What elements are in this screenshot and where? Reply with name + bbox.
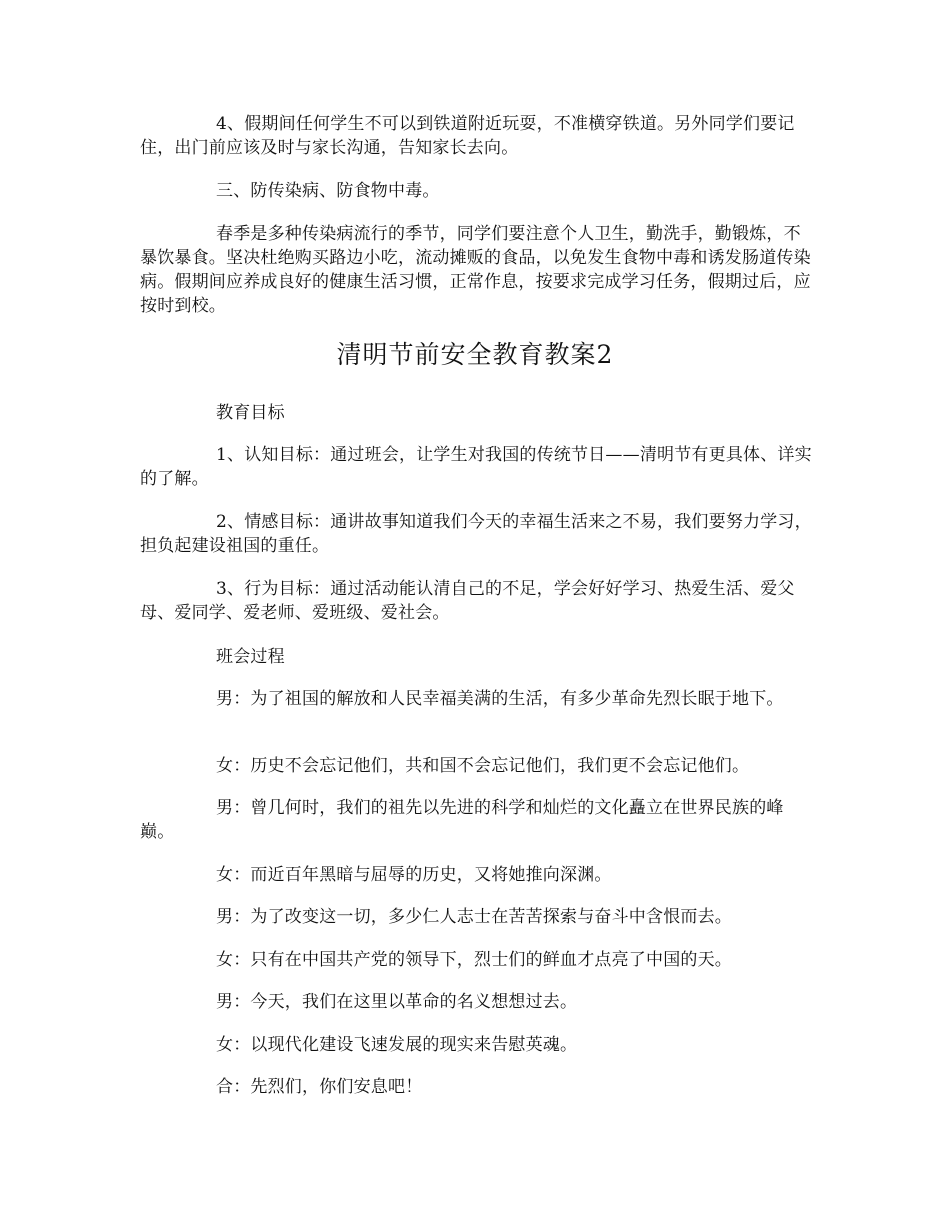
dialogue-line: 男：曾几何时，我们的祖先以先进的科学和灿烂的文化矗立在世界民族的峰巅。 xyxy=(140,798,784,842)
dialogue-line: 男：为了祖国的解放和人民幸福美满的生活，有多少革命先烈长眠于地下。 xyxy=(216,689,784,709)
heading-class-process: 班会过程 xyxy=(216,647,285,667)
dialogue-line: 男：今天，我们在这里以革命的名义想想过去。 xyxy=(216,992,578,1012)
dialogue-line: 女：只有在中国共产党的领导下，烈士们的鲜血才点亮了中国的天。 xyxy=(216,950,732,970)
goal-emotional: 2、情感目标：通讲故事知道我们今天的幸福生活来之不易，我们要努力学习，担负起建设祖国的重任。 xyxy=(140,512,812,556)
dialogue-line: 合：先烈们，你们安息吧！ xyxy=(216,1077,423,1097)
section-heading-3: 三、防传染病、防食物中毒。 xyxy=(216,181,440,201)
dialogue-line: 女：以现代化建设飞速发展的现实来告慰英魂。 xyxy=(216,1035,578,1055)
heading-education-goals: 教育目标 xyxy=(216,403,285,423)
dialogue-line: 女：历史不会忘记他们，共和国不会忘记他们，我们更不会忘记他们。 xyxy=(216,756,750,776)
dialogue-line: 男：为了改变这一切，多少仁人志士在苦苦探索与奋斗中含恨而去。 xyxy=(216,907,732,927)
paragraph-spring-health: 春季是多种传染病流行的季节，同学们要注意个人卫生，勤洗手，勤锻炼，不暴饮暴食。坚决杜绝购买路边小吃，流动摊贩的食品，以免发生食物中毒和诱发肠道传染病。假期间应养成良好的健康生活习惯，正常作息，按要求完成学习任务，假期过后，应按时到校。 xyxy=(140,224,811,316)
goal-behavior: 3、行为目标：通过活动能认清自己的不足，学会好好学习、热爱生活、爱父母、爱同学、爱老师、爱班级、爱社会。 xyxy=(140,579,795,623)
goal-cognitive: 1、认知目标：通过班会，让学生对我国的传统节日——清明节有更具体、详实的了解。 xyxy=(140,445,812,489)
page-title: 清明节前安全教育教案2 xyxy=(336,340,614,369)
dialogue-line: 女：而近百年黑暗与屈辱的历史，又将她推向深渊。 xyxy=(216,865,612,885)
paragraph-rule-4: 4、假期间任何学生不可以到铁道附近玩耍，不准横穿铁道。另外同学们要记住，出门前应该及时与家长沟通，告知家长去向。 xyxy=(140,114,795,158)
